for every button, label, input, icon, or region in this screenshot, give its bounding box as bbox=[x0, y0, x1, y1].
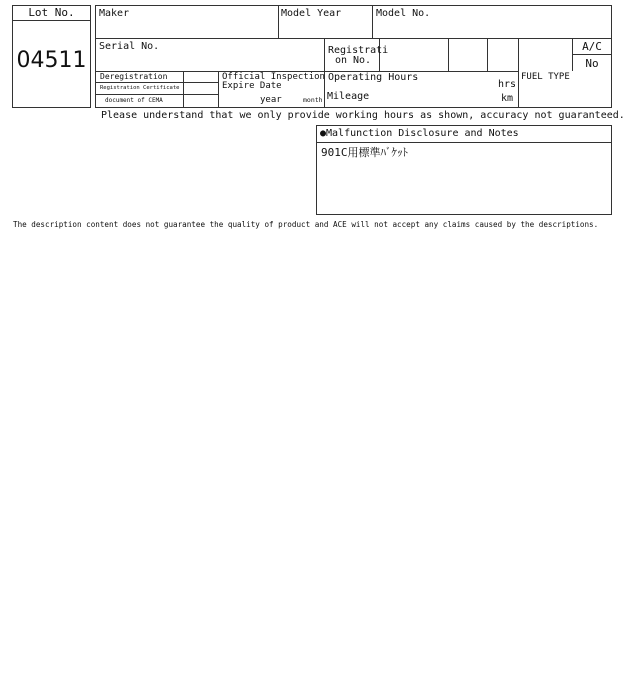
lot-number: 04511 bbox=[16, 48, 87, 73]
inspection-label-line1: Official Inspection bbox=[222, 72, 325, 82]
dereg-divider-1 bbox=[95, 82, 218, 83]
lot-label: Lot No. bbox=[28, 6, 75, 19]
inspection-year-label: year bbox=[260, 95, 282, 105]
col-divider-reg-cell-2 bbox=[448, 38, 449, 71]
ac-value: No bbox=[585, 57, 599, 70]
maker-label: Maker bbox=[99, 8, 130, 19]
ac-label: A/C bbox=[582, 40, 602, 53]
malfunction-title: ●Malfunction Disclosure and Notes bbox=[320, 128, 519, 139]
cema-document-label: document of CEMA bbox=[105, 97, 163, 104]
col-divider-dereg-value bbox=[183, 71, 184, 108]
registration-no-label-line1: Registrati bbox=[328, 45, 389, 56]
registration-no-label-line2: on No. bbox=[334, 55, 372, 66]
mileage-label: Mileage bbox=[327, 91, 370, 102]
malfunction-content: 901C用標準ﾊﾞｹｯﾄ bbox=[321, 146, 408, 159]
disclaimer-text: The description content does not guarantee the quality of product and ACE will not accept any claims caused by the descriptions. bbox=[13, 220, 599, 229]
accuracy-notice: Please understand that we only provide working hours as shown, accuracy not guaranteed. bbox=[101, 110, 625, 121]
col-divider-inspection bbox=[218, 71, 219, 108]
deregistration-label: Deregistration bbox=[100, 72, 168, 81]
model-no-label: Model No. bbox=[376, 8, 431, 19]
col-divider-model-year bbox=[278, 5, 279, 38]
lot-divider bbox=[12, 20, 91, 21]
malfunction-divider bbox=[316, 142, 612, 143]
km-unit: km bbox=[501, 93, 514, 104]
col-divider-fuel bbox=[518, 38, 519, 108]
registration-certificate-label: Registration Certificate bbox=[100, 85, 180, 91]
hours-unit: hrs bbox=[498, 79, 517, 90]
ac-divider bbox=[572, 54, 612, 55]
model-year-label: Model Year bbox=[281, 8, 342, 19]
inspection-label-line2: Expire Date bbox=[222, 81, 282, 91]
col-divider-model-no bbox=[372, 5, 373, 38]
operating-hours-label: Operating Hours bbox=[328, 72, 419, 83]
row-divider-1 bbox=[95, 38, 612, 39]
inspection-month-label: month bbox=[303, 96, 323, 104]
serial-no-label: Serial No. bbox=[99, 41, 160, 52]
fuel-type-label: FUEL TYPE bbox=[521, 72, 570, 82]
col-divider-reg-cell-3 bbox=[487, 38, 488, 71]
dereg-divider-2 bbox=[95, 94, 218, 95]
